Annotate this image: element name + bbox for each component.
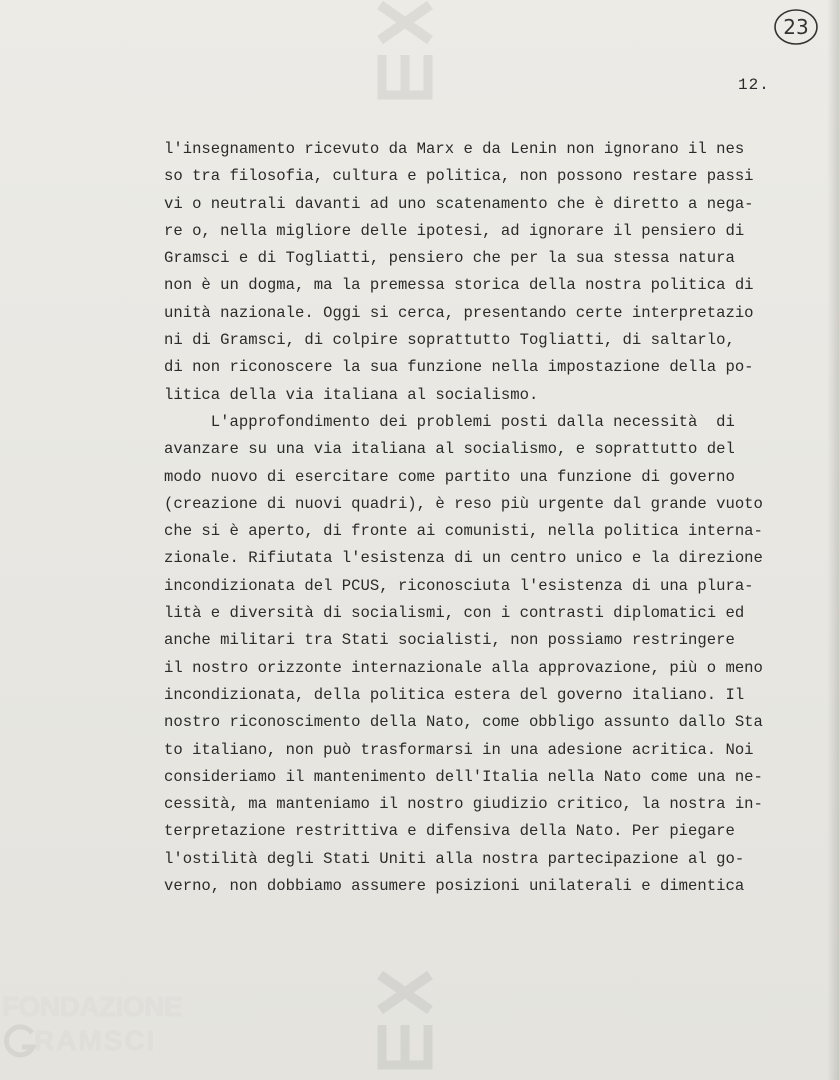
text-line: di non riconoscere la sua funzione nella impostazione della po- bbox=[164, 358, 754, 377]
text-line: il nostro orizzonte internazionale alla approvazione, più o meno bbox=[164, 658, 763, 677]
stamp-g-logo-icon bbox=[2, 1023, 38, 1059]
paragraph-2 bbox=[164, 409, 804, 900]
text-line: cessità, ma manteniamo il nostro giudizio critico, la nostra in- bbox=[164, 795, 763, 814]
text-line: verno, non dobbiamo assumere posizioni unilaterali e dimentica bbox=[164, 877, 745, 896]
archive-watermark-stamp bbox=[0, 985, 210, 1080]
text-line: modo nuovo di esercitare come partito una funzione di governo bbox=[164, 467, 735, 486]
body-text bbox=[164, 136, 804, 900]
text-line: l'ostilità degli Stati Uniti alla nostra partecipazione al go- bbox=[164, 849, 745, 868]
text-line: unità nazionale. Oggi si cerca, presentando certe interpretazio bbox=[164, 303, 754, 322]
text-line: (creazione di nuovi quadri), è reso più urgente dal grande vuoto bbox=[164, 494, 763, 513]
text-line: to italiano, non può trasformarsi in una adesione acritica. Noi bbox=[164, 740, 754, 759]
text-line: incondizionata del PCUS, riconosciuta l'esistenza di una plura- bbox=[164, 576, 754, 595]
text-line: nostro riconoscimento della Nato, come obbligo assunto dallo Sta bbox=[164, 713, 763, 732]
text-line: re o, nella migliore delle ipotesi, ad ignorare il pensiero di bbox=[164, 221, 745, 240]
folio-number-circled bbox=[771, 6, 821, 48]
text-line: Gramsci e di Togliatti, pensiero che per la sua stessa natura bbox=[164, 249, 735, 268]
text-line: incondizionata, della politica estera del governo italiano. Il bbox=[164, 685, 745, 704]
watermark-logo-icon bbox=[370, 0, 440, 110]
text-line: consideriamo il mantenimento dell'Italia nella Nato come una ne- bbox=[164, 767, 763, 786]
page-edge-shadow bbox=[827, 0, 839, 1080]
page-number: 12. bbox=[738, 76, 770, 94]
paragraph-1 bbox=[164, 136, 804, 409]
text-line: anche militari tra Stati socialisti, non possiamo restringere bbox=[164, 631, 735, 650]
folio-number: 23 bbox=[783, 15, 809, 39]
text-line: L'approfondimento dei problemi posti dalla necessità di bbox=[164, 412, 735, 431]
text-line: so tra filosofia, cultura e politica, non possono restare passi bbox=[164, 167, 754, 186]
text-line: l'insegnamento ricevuto da Marx e da Lenin non ignorano il nes bbox=[164, 140, 745, 158]
text-line: avanzare su una via italiana al socialismo, e soprattutto del bbox=[164, 440, 735, 459]
stamp-line-1: FONDAZIONE bbox=[2, 991, 183, 1022]
watermark-logo-icon bbox=[370, 970, 440, 1080]
text-line: terpretazione restrittiva e difensiva della Nato. Per piegare bbox=[164, 822, 735, 841]
text-line: zionale. Rifiutata l'esistenza di un centro unico e la direzione bbox=[164, 549, 763, 568]
text-line: litica della via italiana al socialismo. bbox=[164, 385, 539, 404]
text-line: ni di Gramsci, di colpire soprattutto Togliatti, di saltarlo, bbox=[164, 331, 735, 350]
text-line: lità e diversità di socialismi, con i contrasti diplomatici ed bbox=[164, 604, 745, 623]
text-line: che si è aperto, di fronte ai comunisti, nella politica interna- bbox=[164, 522, 763, 541]
stamp-line-2: RAMSCI bbox=[34, 1025, 157, 1056]
text-line: non è un dogma, ma la premessa storica della nostra politica di bbox=[164, 276, 754, 295]
text-line: vi o neutrali davanti ad uno scatenamento che è diretto a nega- bbox=[164, 194, 754, 213]
